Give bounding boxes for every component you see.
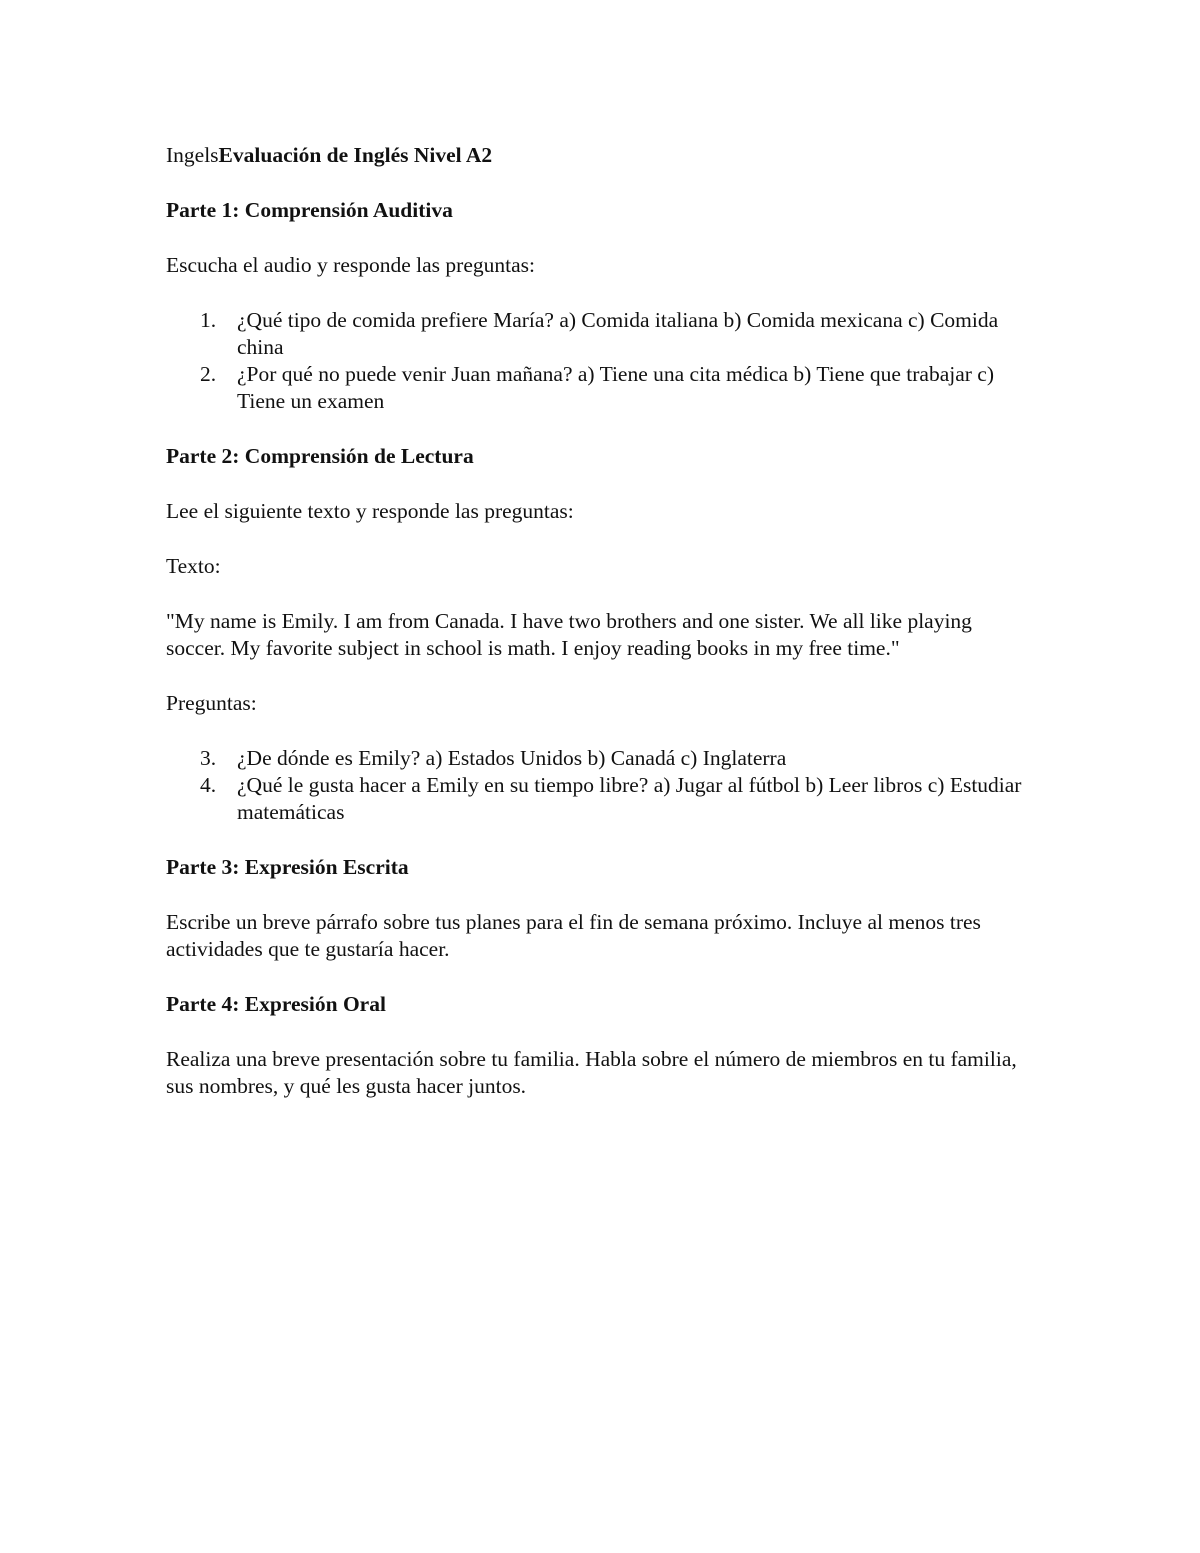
part3-instruction: Escribe un breve párrafo sobre tus planes para el fin de semana próximo. Incluye al menos tres actividades que te gustaría hacer. [166,910,981,961]
title-prefix: Ingels [166,143,219,167]
part2-question-list [166,745,1036,826]
question-number: 3. [200,746,217,770]
question-item [166,307,1036,361]
part2-questions-label: Preguntas: [166,691,257,715]
question-number: 2. [200,362,217,386]
part2-text-label: Texto: [166,554,221,578]
part1-heading: Parte 1: Comprensión Auditiva [166,198,453,222]
part4-heading: Parte 4: Expresión Oral [166,992,386,1016]
title-main: Evaluación de Inglés Nivel A2 [218,143,493,167]
part4-instruction: Realiza una breve presentación sobre tu familia. Habla sobre el número de miembros en tu familia, sus nombres, y qué les gusta hacer juntos. [166,1047,1017,1098]
document-body [166,142,1036,1128]
question-text: ¿Qué le gusta hacer a Emily en su tiempo libre? a) Jugar al fútbol b) Leer libros c) Estudiar matemáticas [237,773,1022,824]
question-item [166,361,1036,415]
document-title [166,142,1036,169]
part2-instruction: Lee el siguiente texto y responde las preguntas: [166,499,574,523]
question-text: ¿Por qué no puede venir Juan mañana? a) Tiene una cita médica b) Tiene que trabajar c) Tiene un examen [237,362,995,413]
question-text: ¿Qué tipo de comida prefiere María? a) Comida italiana b) Comida mexicana c) Comida china [237,308,999,359]
part2-passage: "My name is Emily. I am from Canada. I have two brothers and one sister. We all like playing soccer. My favorite subject in school is math. I enjoy reading books in my free time." [166,609,972,660]
question-text: ¿De dónde es Emily? a) Estados Unidos b) Canadá c) Inglaterra [237,746,787,770]
part1-instruction: Escucha el audio y responde las preguntas: [166,253,535,277]
question-item [166,745,1036,772]
question-number: 4. [200,773,217,797]
part3-heading: Parte 3: Expresión Escrita [166,855,409,879]
question-item [166,772,1036,826]
part2-heading: Parte 2: Comprensión de Lectura [166,444,474,468]
part1-question-list [166,307,1036,415]
question-number: 1. [200,308,217,332]
